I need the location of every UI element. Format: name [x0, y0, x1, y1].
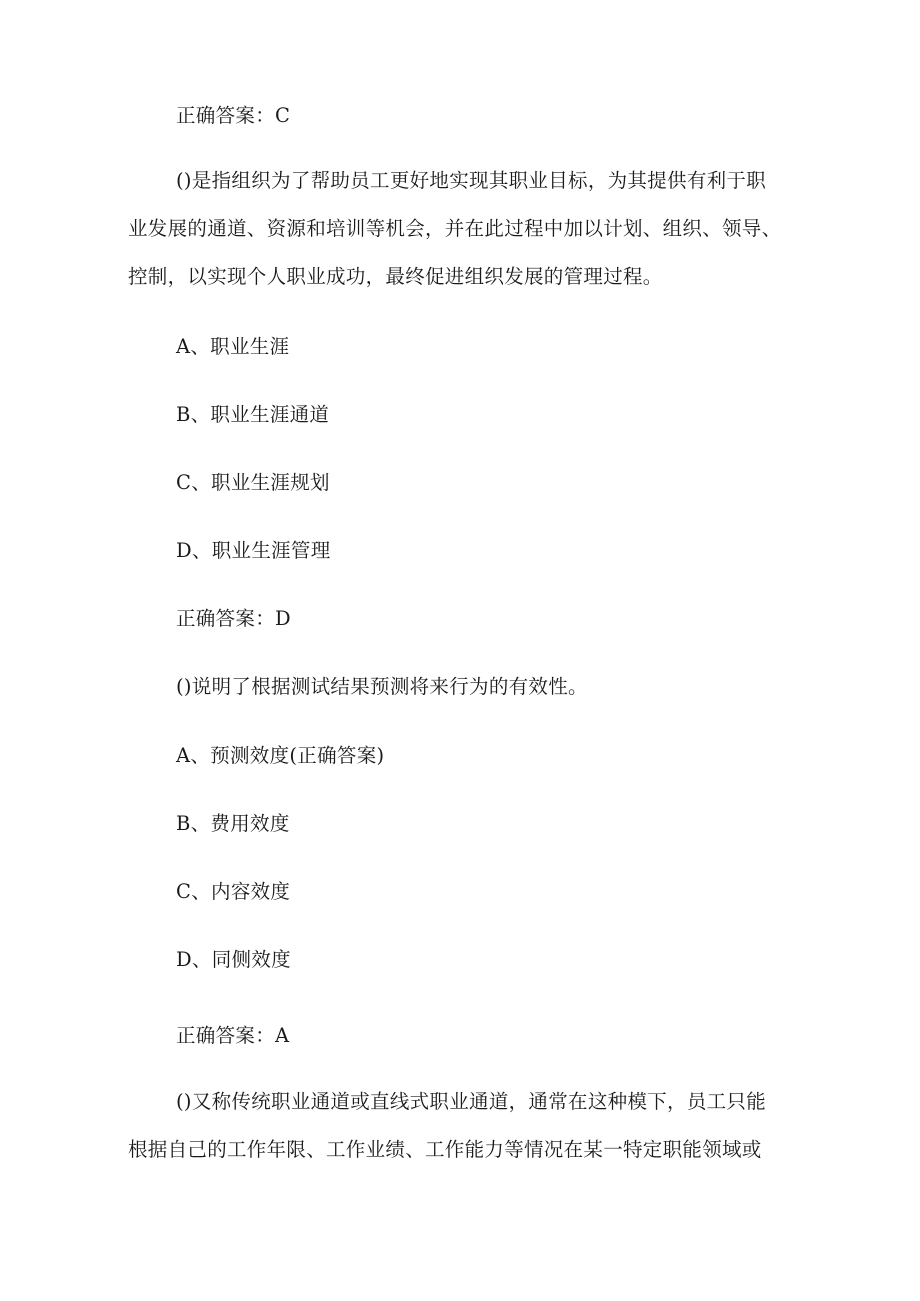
option-c-q1: C、职业生涯规划: [176, 471, 330, 494]
option-d-q2: D、同侧效度: [176, 948, 291, 971]
option-a-q2: A、预测效度(正确答案): [176, 744, 385, 767]
question-1-line-2: 业发展的通道、资源和培训等机会，并在此过程中加以计划、组织、领导、: [128, 217, 782, 240]
option-b-q1: B、职业生涯通道: [176, 403, 330, 426]
question-3-line-1: ()又称传统职业通道或直线式职业通道，通常在这种模下，员工只能: [176, 1090, 767, 1113]
question-1-line-3: 控制，以实现个人职业成功，最终促进组织发展的管理过程。: [128, 265, 663, 288]
answer-line-1: 正确答案：C: [176, 104, 291, 127]
option-c-q2: C、内容效度: [176, 880, 291, 903]
option-b-q2: B、费用效度: [176, 812, 290, 835]
question-1-line-1: ()是指组织为了帮助员工更好地实现其职业目标，为其提供有利于职: [176, 169, 767, 192]
option-d-q1: D、职业生涯管理: [176, 539, 331, 562]
answer-line-3: 正确答案：A: [176, 1024, 290, 1047]
option-a-q1: A、职业生涯: [176, 335, 290, 358]
answer-line-2: 正确答案：D: [176, 607, 291, 630]
question-2-line-1: ()说明了根据测试结果预测将来行为的有效性。: [176, 675, 588, 698]
question-3-line-2: 根据自己的工作年限、工作业绩、工作能力等情况在某一特定职能领域或: [128, 1138, 762, 1161]
